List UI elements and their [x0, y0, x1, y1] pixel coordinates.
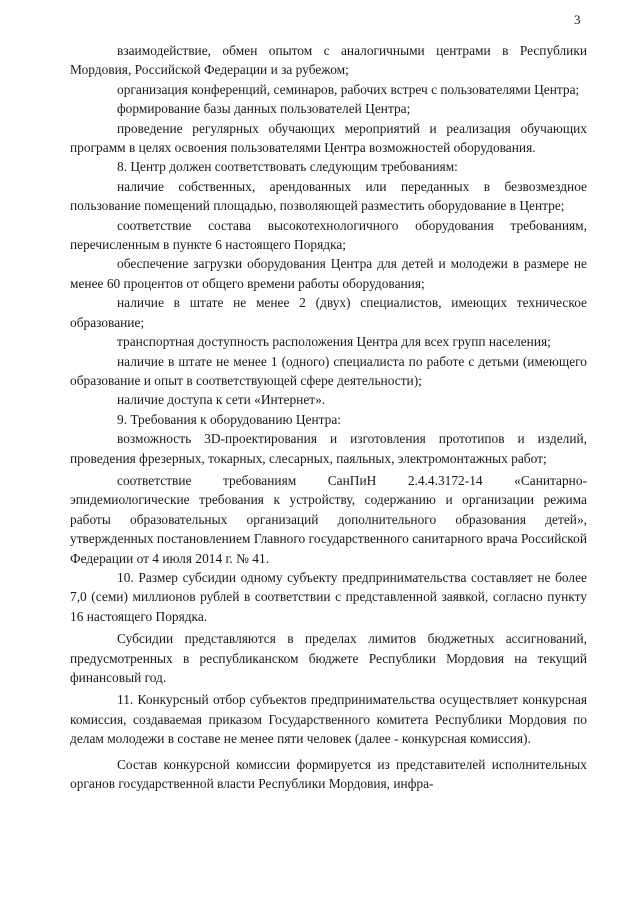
paragraph-item-11-commission: 11. Конкурсный отбор субъектов предпринимательства осуществляет конкурсная комиссия, создаваемая приказом Государственного комитета Республики Мордовия по делам молодежи в составе не менее пяти человек (далее - конкурсная комиссия). [70, 692, 587, 747]
paragraph-equipment-composition: соответствие состава высокотехнологичного оборудования требованиям, перечисленным в пункте 6 настоящего Порядка; [70, 217, 587, 253]
page-number: 3 [574, 12, 581, 27]
paragraph-budget-limits: Субсидии представляются в пределах лимитов бюджетных ассигнований, предусмотренных в республиканском бюджете Республики Мордовия на текущий финансовый год. [70, 631, 587, 685]
paragraph-user-database: формирование базы данных пользователей Центра; [117, 101, 411, 117]
paragraph-transport-access: транспортная доступность расположения Центра для всех групп населения; [117, 334, 551, 350]
paragraph-premises: наличие собственных, арендованных или переданных в безвозмездное пользование помещений площадью, позволяющей разместить оборудование в Центре; [70, 178, 587, 214]
paragraph-internet-access: наличие доступа к сети «Интернет». [117, 392, 326, 408]
paragraph-3d-design: возможность 3D-проектирования и изготовления прототипов и изделий, проведения фрезерных, токарных, слесарных, паяльных, электромонтажных работ; [70, 431, 587, 466]
paragraph-item-8-heading: 8. Центр должен соответствовать следующим требованиям: [117, 159, 458, 175]
paragraph-commission-composition: Состав конкурсной комиссии формируется из представителей исполнительных органов государственной власти Республики Мордовия, инфра- [70, 756, 587, 792]
paragraph-cooperation: взаимодействие, обмен опытом с аналогичными центрами в Республики Мордовия, Российской Федерации и за рубежом; [70, 43, 587, 78]
paragraph-conferences: организация конференций, семинаров, рабочих встреч с пользователями Центра; [117, 81, 580, 97]
paragraph-equipment-load: обеспечение загрузки оборудования Центра для детей и молодежи в размере не менее 60 процентов от общего времени работы оборудования; [70, 256, 587, 291]
paragraph-sanpin: соответствие требованиям СанПиН 2.4.4.3172-14 «Санитарно-эпидемиологические требования к устройству, содержанию и организации режима работы образовательных организаций дополнительного образования детей», утвержденных постановлением Главного государственного санитарного врача Российской Федерации от 4 июля 2014 г. № 41. [70, 472, 587, 566]
paragraph-children-specialist: наличие в штате не менее 1 (одного) специалиста по работе с детьми (имеющего образование и опыт в соответствующей сфере деятельности); [70, 353, 587, 388]
page-footer-marks: . . [266, 889, 283, 895]
paragraph-training: проведение регулярных обучающих мероприятий и реализация обучающих программ в целях освоения пользователями Центра возможностей оборудования. [70, 120, 587, 156]
paragraph-item-10-subsidy: 10. Размер субсидии одному субъекту предпринимательства составляет не более 7,0 (семи) миллионов рублей в соответствии с представленной заявкой, согласно пункту 16 настоящего Порядка. [70, 569, 587, 624]
document-body [70, 41, 587, 793]
paragraph-technical-staff: наличие в штате не менее 2 (двух) специалистов, имеющих техническое образование; [70, 295, 587, 330]
paragraph-item-9-heading: 9. Требования к оборудованию Центра: [117, 411, 341, 427]
